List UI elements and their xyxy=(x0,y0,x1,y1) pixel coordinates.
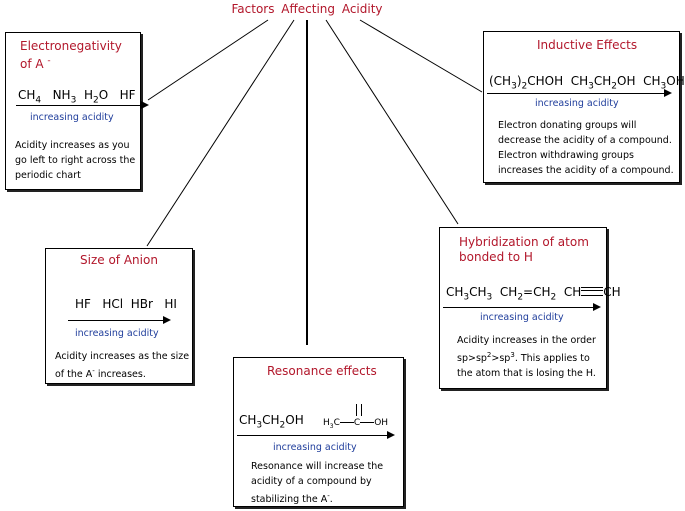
box-electronegativity xyxy=(5,32,141,190)
inductive-description: Electron donating groups will decrease the acidity of a compound. Electron withdrawing groups increases the acidity of a compound. xyxy=(498,120,674,176)
size-arrow-label: increasing acidity xyxy=(75,328,159,339)
size-description: Acidity increases as the size of the A- increases. xyxy=(55,351,190,381)
hybridization-description: Acidity increases in the order $sp>sp^2>sp^3$. This applies to the atom that is losing the H. xyxy=(457,335,596,380)
size-arrow xyxy=(68,320,168,321)
box-hybridization xyxy=(439,227,621,389)
electronegativity-description: Acidity increases as you go left to right across the periodic chart xyxy=(15,140,136,181)
resonance-arrow-label: increasing acidity xyxy=(273,442,357,453)
hybridization-arrow-label: increasing acidity xyxy=(480,312,564,323)
box-inductive xyxy=(483,31,685,183)
resonance-compound-ethanol: $CH_3CH_2OH$ xyxy=(239,413,304,431)
resonance-arrow xyxy=(237,435,392,436)
inductive-arrow xyxy=(487,93,669,94)
inductive-compounds: $(CH_3)_2CHOH$ $CH_3CH_2OH$ $CH_3OH$ xyxy=(489,74,685,92)
resonance-compound-acetic-acid: $H_3C$ C OH xyxy=(323,416,388,434)
inductive-arrow-label: increasing acidity xyxy=(535,98,619,109)
electronegativity-arrow-label: increasing acidity xyxy=(30,112,114,123)
connector-size xyxy=(147,20,294,246)
resonance-title: Resonance effects xyxy=(267,364,377,378)
connector-hybridization xyxy=(326,20,458,224)
connector-inductive xyxy=(360,20,482,92)
size-compounds: HF HCl HBr HI xyxy=(75,297,177,311)
size-title: Size of Anion xyxy=(80,253,158,267)
hybridization-compounds: $CH_3CH_3$ $CH_2=CH_2$ CH CH xyxy=(446,285,621,303)
box-size xyxy=(45,248,193,384)
electronegativity-arrow xyxy=(16,105,146,106)
resonance-description: Resonance will increase the acidity of a compound by stabilizing the A-. xyxy=(251,461,384,506)
box-resonance xyxy=(233,357,404,507)
electronegativity-compounds: $CH_4$ $NH_3$ $H_2O$ HF xyxy=(18,88,136,106)
diagram-title: Factors Affecting Acidity xyxy=(231,2,383,16)
inductive-title: Inductive Effects xyxy=(537,38,638,52)
hybridization-arrow xyxy=(443,307,598,308)
electronegativity-title: Electronegativity of A - xyxy=(20,39,122,71)
hybridization-title: Hybridization of atom bonded to H xyxy=(459,235,589,264)
